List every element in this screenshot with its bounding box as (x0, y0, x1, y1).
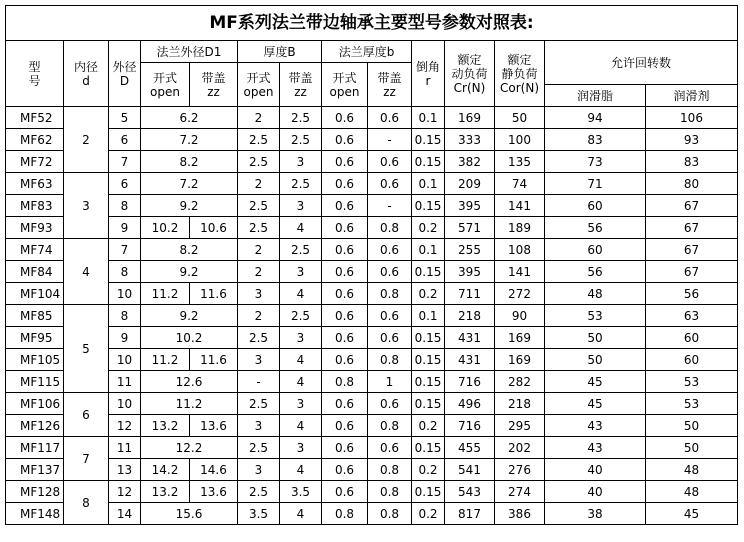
cell-flange-thk-zz: 0.6 (368, 305, 412, 327)
header-flange-thickness: 法兰厚度b (322, 41, 412, 63)
cell-model: MF84 (6, 261, 64, 283)
cell-flange-thk-zz: 0.6 (368, 173, 412, 195)
cell-dynamic-load: 395 (445, 261, 495, 283)
cell-model: MF148 (6, 503, 64, 525)
table-row (6, 349, 738, 371)
cell-flange-od: 10.2 (141, 327, 238, 349)
cell-static-load: 135 (495, 151, 545, 173)
cell-model: MF62 (6, 129, 64, 151)
cell-dynamic-load: 496 (445, 393, 495, 415)
cell-outer-diameter: 13 (109, 459, 141, 481)
cell-flange-thk-open: 0.6 (322, 217, 368, 239)
cell-speed-grease: 60 (545, 239, 646, 261)
cell-model: MF104 (6, 283, 64, 305)
cell-chamfer: 0.15 (412, 327, 445, 349)
cell-thickness-zz: 2.5 (280, 107, 322, 129)
cell-inner-diameter: 4 (64, 239, 109, 305)
cell-flange-od: 9.2 (141, 195, 238, 217)
cell-thickness-open: 2.5 (238, 481, 280, 503)
cell-outer-diameter: 8 (109, 261, 141, 283)
cell-outer-diameter: 9 (109, 217, 141, 239)
cell-flange-od: 7.2 (141, 129, 238, 151)
header-flange-thk-open: 开式 open (322, 63, 368, 107)
cell-flange-thk-zz: 0.8 (368, 283, 412, 305)
header-allowed-speed: 允许回转数 (545, 41, 738, 85)
cell-thickness-zz: 4 (280, 415, 322, 437)
cell-flange-thk-zz: 0.8 (368, 349, 412, 371)
cell-dynamic-load: 711 (445, 283, 495, 305)
cell-thickness-open: 2.5 (238, 437, 280, 459)
cell-flange-od-open: 13.2 (141, 481, 190, 503)
cell-chamfer: 0.15 (412, 261, 445, 283)
cell-model: MF63 (6, 173, 64, 195)
cell-chamfer: 0.15 (412, 393, 445, 415)
cell-flange-thk-zz: 0.6 (368, 261, 412, 283)
cell-speed-oil: 56 (646, 283, 738, 305)
cell-model: MF115 (6, 371, 64, 393)
cell-dynamic-load: 541 (445, 459, 495, 481)
table-row (6, 151, 738, 173)
cell-model: MF126 (6, 415, 64, 437)
cell-outer-diameter: 7 (109, 239, 141, 261)
cell-thickness-zz: 4 (280, 217, 322, 239)
table-row (6, 107, 738, 129)
cell-thickness-zz: 3 (280, 151, 322, 173)
cell-dynamic-load: 382 (445, 151, 495, 173)
cell-speed-grease: 38 (545, 503, 646, 525)
cell-thickness-open: 2 (238, 261, 280, 283)
cell-thickness-zz: 4 (280, 349, 322, 371)
cell-flange-thk-zz: 0.6 (368, 327, 412, 349)
cell-speed-oil: 53 (646, 393, 738, 415)
cell-thickness-open: - (238, 371, 280, 393)
cell-chamfer: 0.15 (412, 151, 445, 173)
cell-flange-thk-open: 0.6 (322, 129, 368, 151)
table-row (6, 217, 738, 239)
cell-outer-diameter: 11 (109, 437, 141, 459)
table-row (6, 305, 738, 327)
cell-model: MF117 (6, 437, 64, 459)
table-title: MF系列法兰带边轴承主要型号参数对照表: (6, 6, 738, 41)
cell-flange-thk-open: 0.6 (322, 239, 368, 261)
cell-flange-thk-zz: 0.6 (368, 437, 412, 459)
cell-flange-thk-open: 0.6 (322, 107, 368, 129)
cell-speed-grease: 50 (545, 349, 646, 371)
cell-static-load: 272 (495, 283, 545, 305)
cell-speed-oil: 67 (646, 261, 738, 283)
cell-flange-od: 8.2 (141, 151, 238, 173)
cell-outer-diameter: 14 (109, 503, 141, 525)
cell-thickness-open: 2.5 (238, 393, 280, 415)
cell-flange-od-open: 10.2 (141, 217, 190, 239)
table-row (6, 283, 738, 305)
cell-model: MF74 (6, 239, 64, 261)
cell-speed-grease: 50 (545, 327, 646, 349)
cell-static-load: 276 (495, 459, 545, 481)
cell-model: MF83 (6, 195, 64, 217)
cell-outer-diameter: 10 (109, 283, 141, 305)
cell-chamfer: 0.15 (412, 371, 445, 393)
cell-flange-thk-zz: 0.6 (368, 151, 412, 173)
cell-static-load: 386 (495, 503, 545, 525)
cell-chamfer: 0.15 (412, 129, 445, 151)
header-thickness-open: 开式 open (238, 63, 280, 107)
cell-flange-od-zz: 14.6 (190, 459, 238, 481)
cell-flange-od: 8.2 (141, 239, 238, 261)
cell-flange-thk-zz: 0.8 (368, 481, 412, 503)
table-row (6, 459, 738, 481)
cell-static-load: 50 (495, 107, 545, 129)
cell-dynamic-load: 169 (445, 107, 495, 129)
cell-speed-grease: 43 (545, 415, 646, 437)
header-outer-diameter: 外径 D (109, 41, 141, 107)
cell-flange-thk-open: 0.6 (322, 327, 368, 349)
cell-dynamic-load: 716 (445, 371, 495, 393)
header-grease: 润滑脂 (545, 85, 646, 107)
cell-static-load: 202 (495, 437, 545, 459)
cell-flange-thk-zz: 0.6 (368, 107, 412, 129)
cell-model: MF95 (6, 327, 64, 349)
cell-flange-thk-open: 0.6 (322, 305, 368, 327)
cell-speed-oil: 60 (646, 327, 738, 349)
bearing-spec-table (5, 5, 738, 525)
header-inner-diameter: 内径 d (64, 41, 109, 107)
header-thickness-zz: 带盖 zz (280, 63, 322, 107)
cell-static-load: 74 (495, 173, 545, 195)
cell-thickness-open: 2 (238, 173, 280, 195)
cell-flange-thk-open: 0.6 (322, 481, 368, 503)
cell-outer-diameter: 12 (109, 415, 141, 437)
cell-flange-thk-open: 0.6 (322, 459, 368, 481)
cell-flange-od: 6.2 (141, 107, 238, 129)
cell-flange-od-zz: 13.6 (190, 481, 238, 503)
cell-speed-oil: 50 (646, 437, 738, 459)
cell-flange-thk-zz: - (368, 129, 412, 151)
cell-dynamic-load: 817 (445, 503, 495, 525)
cell-static-load: 169 (495, 327, 545, 349)
cell-dynamic-load: 571 (445, 217, 495, 239)
cell-flange-od-open: 11.2 (141, 349, 190, 371)
cell-flange-thk-zz: 0.8 (368, 217, 412, 239)
cell-thickness-open: 2 (238, 107, 280, 129)
cell-flange-thk-zz: 0.6 (368, 393, 412, 415)
cell-dynamic-load: 395 (445, 195, 495, 217)
cell-chamfer: 0.2 (412, 283, 445, 305)
cell-thickness-open: 3 (238, 283, 280, 305)
cell-speed-oil: 48 (646, 481, 738, 503)
cell-speed-grease: 43 (545, 437, 646, 459)
cell-chamfer: 0.15 (412, 481, 445, 503)
header-static-load: 额定 静负荷 Cor(N) (495, 41, 545, 107)
cell-static-load: 100 (495, 129, 545, 151)
cell-chamfer: 0.15 (412, 349, 445, 371)
cell-flange-thk-open: 0.6 (322, 195, 368, 217)
cell-thickness-zz: 3.5 (280, 481, 322, 503)
cell-speed-grease: 83 (545, 129, 646, 151)
cell-outer-diameter: 7 (109, 151, 141, 173)
table-row (6, 481, 738, 503)
cell-chamfer: 0.2 (412, 503, 445, 525)
cell-inner-diameter: 2 (64, 107, 109, 173)
cell-model: MF52 (6, 107, 64, 129)
header-oil: 润滑剂 (646, 85, 738, 107)
cell-thickness-open: 2 (238, 305, 280, 327)
cell-thickness-open: 2.5 (238, 129, 280, 151)
cell-flange-od-open: 13.2 (141, 415, 190, 437)
cell-static-load: 274 (495, 481, 545, 503)
cell-outer-diameter: 8 (109, 305, 141, 327)
cell-chamfer: 0.2 (412, 415, 445, 437)
cell-flange-thk-zz: 0.8 (368, 415, 412, 437)
header-chamfer: 倒角 r (412, 41, 445, 107)
cell-flange-thk-zz: 1 (368, 371, 412, 393)
cell-inner-diameter: 5 (64, 305, 109, 393)
cell-outer-diameter: 12 (109, 481, 141, 503)
cell-flange-od-zz: 11.6 (190, 349, 238, 371)
cell-speed-grease: 53 (545, 305, 646, 327)
cell-flange-thk-zz: 0.8 (368, 459, 412, 481)
cell-chamfer: 0.1 (412, 107, 445, 129)
cell-static-load: 169 (495, 349, 545, 371)
cell-speed-oil: 50 (646, 415, 738, 437)
cell-speed-grease: 60 (545, 195, 646, 217)
cell-thickness-zz: 2.5 (280, 239, 322, 261)
cell-static-load: 141 (495, 195, 545, 217)
cell-flange-thk-open: 0.8 (322, 503, 368, 525)
cell-speed-oil: 63 (646, 305, 738, 327)
cell-static-load: 295 (495, 415, 545, 437)
cell-chamfer: 0.15 (412, 195, 445, 217)
cell-thickness-zz: 2.5 (280, 305, 322, 327)
cell-flange-thk-open: 0.6 (322, 437, 368, 459)
cell-thickness-zz: 4 (280, 503, 322, 525)
cell-thickness-zz: 4 (280, 371, 322, 393)
cell-dynamic-load: 333 (445, 129, 495, 151)
cell-flange-thk-open: 0.8 (322, 371, 368, 393)
cell-flange-od-zz: 11.6 (190, 283, 238, 305)
cell-thickness-open: 3.5 (238, 503, 280, 525)
cell-model: MF106 (6, 393, 64, 415)
cell-flange-thk-zz: 0.6 (368, 239, 412, 261)
cell-flange-thk-open: 0.6 (322, 261, 368, 283)
cell-flange-od-zz: 10.6 (190, 217, 238, 239)
header-dynamic-load: 额定 动负荷 Cr(N) (445, 41, 495, 107)
cell-chamfer: 0.1 (412, 173, 445, 195)
cell-dynamic-load: 255 (445, 239, 495, 261)
cell-flange-od: 9.2 (141, 261, 238, 283)
cell-dynamic-load: 455 (445, 437, 495, 459)
cell-outer-diameter: 6 (109, 173, 141, 195)
cell-speed-oil: 93 (646, 129, 738, 151)
table-row (6, 437, 738, 459)
cell-static-load: 141 (495, 261, 545, 283)
cell-flange-thk-open: 0.6 (322, 349, 368, 371)
cell-model: MF93 (6, 217, 64, 239)
cell-dynamic-load: 431 (445, 327, 495, 349)
cell-dynamic-load: 431 (445, 349, 495, 371)
cell-thickness-zz: 2.5 (280, 129, 322, 151)
cell-thickness-open: 2 (238, 239, 280, 261)
cell-flange-thk-open: 0.6 (322, 151, 368, 173)
header-flange-od-open: 开式 open (141, 63, 190, 107)
table-row (6, 415, 738, 437)
cell-flange-thk-open: 0.6 (322, 173, 368, 195)
cell-speed-grease: 71 (545, 173, 646, 195)
header-thickness: 厚度B (238, 41, 322, 63)
table-row (6, 503, 738, 525)
cell-chamfer: 0.2 (412, 217, 445, 239)
table-row (6, 239, 738, 261)
cell-flange-od: 11.2 (141, 393, 238, 415)
cell-speed-grease: 40 (545, 459, 646, 481)
cell-inner-diameter: 7 (64, 437, 109, 481)
cell-outer-diameter: 9 (109, 327, 141, 349)
cell-speed-oil: 45 (646, 503, 738, 525)
cell-flange-thk-open: 0.6 (322, 415, 368, 437)
cell-model: MF85 (6, 305, 64, 327)
cell-flange-od-open: 11.2 (141, 283, 190, 305)
cell-inner-diameter: 3 (64, 173, 109, 239)
cell-chamfer: 0.2 (412, 459, 445, 481)
cell-speed-grease: 56 (545, 217, 646, 239)
table-row (6, 393, 738, 415)
cell-flange-thk-open: 0.6 (322, 393, 368, 415)
cell-speed-oil: 53 (646, 371, 738, 393)
cell-static-load: 108 (495, 239, 545, 261)
cell-chamfer: 0.1 (412, 305, 445, 327)
cell-thickness-zz: 3 (280, 261, 322, 283)
cell-flange-od-zz: 13.6 (190, 415, 238, 437)
cell-flange-od: 12.2 (141, 437, 238, 459)
cell-speed-grease: 73 (545, 151, 646, 173)
cell-flange-od-open: 14.2 (141, 459, 190, 481)
cell-speed-oil: 67 (646, 217, 738, 239)
header-flange-thk-zz: 带盖 zz (368, 63, 412, 107)
cell-flange-thk-open: 0.6 (322, 283, 368, 305)
cell-outer-diameter: 10 (109, 349, 141, 371)
cell-speed-grease: 94 (545, 107, 646, 129)
cell-model: MF105 (6, 349, 64, 371)
cell-thickness-zz: 4 (280, 459, 322, 481)
cell-thickness-open: 3 (238, 459, 280, 481)
cell-speed-oil: 48 (646, 459, 738, 481)
cell-outer-diameter: 10 (109, 393, 141, 415)
table-row (6, 371, 738, 393)
cell-outer-diameter: 11 (109, 371, 141, 393)
cell-thickness-zz: 3 (280, 437, 322, 459)
cell-speed-oil: 60 (646, 349, 738, 371)
cell-static-load: 218 (495, 393, 545, 415)
table-row (6, 327, 738, 349)
cell-speed-oil: 83 (646, 151, 738, 173)
cell-speed-oil: 80 (646, 173, 738, 195)
cell-dynamic-load: 716 (445, 415, 495, 437)
cell-speed-grease: 48 (545, 283, 646, 305)
cell-thickness-open: 2.5 (238, 151, 280, 173)
table-row (6, 261, 738, 283)
table-row (6, 195, 738, 217)
cell-thickness-open: 3 (238, 349, 280, 371)
cell-inner-diameter: 8 (64, 481, 109, 525)
cell-speed-grease: 45 (545, 393, 646, 415)
cell-dynamic-load: 209 (445, 173, 495, 195)
cell-flange-od: 7.2 (141, 173, 238, 195)
cell-flange-thk-zz: 0.8 (368, 503, 412, 525)
cell-thickness-zz: 3 (280, 393, 322, 415)
cell-thickness-zz: 3 (280, 327, 322, 349)
cell-thickness-zz: 2.5 (280, 173, 322, 195)
cell-flange-od: 12.6 (141, 371, 238, 393)
cell-dynamic-load: 543 (445, 481, 495, 503)
cell-model: MF137 (6, 459, 64, 481)
table-row (6, 129, 738, 151)
cell-chamfer: 0.1 (412, 239, 445, 261)
cell-model: MF72 (6, 151, 64, 173)
cell-speed-oil: 106 (646, 107, 738, 129)
header-model: 型 号 (6, 41, 64, 107)
cell-flange-thk-zz: - (368, 195, 412, 217)
cell-thickness-open: 2.5 (238, 217, 280, 239)
header-flange-od: 法兰外径D1 (141, 41, 238, 63)
cell-dynamic-load: 218 (445, 305, 495, 327)
cell-outer-diameter: 8 (109, 195, 141, 217)
cell-speed-grease: 40 (545, 481, 646, 503)
cell-thickness-zz: 3 (280, 195, 322, 217)
cell-flange-od: 15.6 (141, 503, 238, 525)
cell-static-load: 90 (495, 305, 545, 327)
cell-flange-od: 9.2 (141, 305, 238, 327)
cell-model: MF128 (6, 481, 64, 503)
cell-outer-diameter: 5 (109, 107, 141, 129)
cell-chamfer: 0.15 (412, 437, 445, 459)
cell-thickness-open: 2.5 (238, 327, 280, 349)
header-flange-od-zz: 带盖 zz (190, 63, 238, 107)
cell-static-load: 189 (495, 217, 545, 239)
cell-inner-diameter: 6 (64, 393, 109, 437)
cell-speed-oil: 67 (646, 195, 738, 217)
table-row (6, 173, 738, 195)
cell-thickness-zz: 4 (280, 283, 322, 305)
cell-static-load: 282 (495, 371, 545, 393)
cell-speed-grease: 45 (545, 371, 646, 393)
cell-outer-diameter: 6 (109, 129, 141, 151)
cell-thickness-open: 3 (238, 415, 280, 437)
cell-speed-grease: 56 (545, 261, 646, 283)
cell-speed-oil: 67 (646, 239, 738, 261)
cell-thickness-open: 2.5 (238, 195, 280, 217)
